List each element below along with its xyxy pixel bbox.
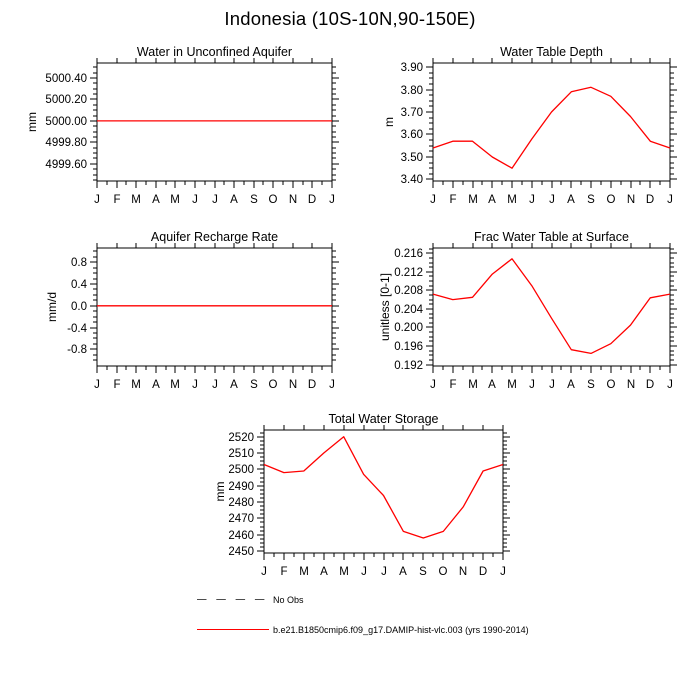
y-tick-label: 2460 [228,530,254,542]
x-tick-label: J [94,194,100,206]
y-axis-label: unitless [0-1] [378,272,392,342]
legend-label-model-run: b.e21.B1850cmip6.f09_g17.DAMIP-hist-vlc.003 (yrs 1990-2014) [273,624,529,635]
y-axis-label: mm/d [45,292,59,322]
y-tick-label: 0.200 [394,322,423,334]
x-tick-label: A [399,566,407,578]
panel-aquifer-recharge-rate [45,230,339,391]
x-tick-label: A [152,379,160,391]
y-tick-label: -0.8 [67,344,87,356]
x-tick-label: J [381,566,387,578]
x-tick-label: S [587,379,595,391]
y-tick-label: 2510 [228,448,254,460]
page-title: Indonesia (10S-10N,90-150E) [224,8,476,29]
x-tick-label: O [606,379,616,391]
y-tick-label: 2500 [228,464,254,476]
x-tick-label: O [268,194,278,206]
y-tick-label: 4999.60 [45,159,87,171]
y-tick-label: 2470 [228,513,254,525]
x-tick-label: F [449,379,457,391]
series-line [264,437,503,538]
x-tick-label: M [299,566,309,578]
x-tick-label: J [192,379,198,391]
x-tick-label: D [645,194,655,206]
x-tick-label: O [606,194,616,206]
x-tick-label: O [268,379,278,391]
y-tick-label: 0.196 [394,341,423,353]
x-tick-label: O [438,566,448,578]
x-tick-label: M [170,379,180,391]
y-tick-label: 0.216 [394,248,423,260]
no-obs-dashed-line-icon [196,597,270,602]
y-tick-label: 0.192 [394,360,423,372]
x-tick-label: J [667,379,673,391]
x-tick-label: A [230,379,238,391]
x-tick-label: D [307,194,317,206]
x-tick-label: J [261,566,267,578]
panel-title: Aquifer Recharge Rate [150,230,279,244]
x-tick-label: A [152,194,160,206]
axis-frame [97,248,332,366]
series-line [433,259,670,354]
y-tick-label: 5000.20 [45,94,87,106]
legend-item-model-run [196,623,529,636]
y-tick-label: 2480 [228,497,254,509]
x-tick-label: A [567,379,575,391]
x-tick-label: J [430,194,436,206]
x-tick-label: N [458,566,468,578]
y-tick-label: 0.212 [394,267,423,279]
x-tick-label: A [320,566,328,578]
x-tick-label: M [468,194,478,206]
x-tick-label: J [667,194,673,206]
panel-total-water-storage [213,412,510,578]
x-tick-label: M [131,379,141,391]
x-tick-label: N [626,379,636,391]
y-tick-label: 3.60 [400,129,423,141]
panel-title: Total Water Storage [328,412,439,426]
x-tick-label: A [488,194,496,206]
y-tick-label: -0.4 [67,323,87,335]
panel-title: Water Table Depth [500,45,603,59]
x-tick-label: F [280,566,288,578]
x-tick-label: N [288,379,298,391]
x-tick-label: M [339,566,349,578]
y-tick-label: 3.90 [400,62,423,74]
x-tick-label: J [192,194,198,206]
x-tick-label: M [507,194,517,206]
y-tick-label: 2450 [228,546,254,558]
y-tick-label: 5000.40 [45,73,87,85]
legend-item-no-obs [196,593,304,606]
x-tick-label: M [131,194,141,206]
x-tick-label: F [113,194,121,206]
y-axis-label: mm [213,481,227,502]
x-tick-label: J [361,566,367,578]
axis-frame [264,430,503,553]
y-tick-label: 0.8 [71,257,87,269]
x-tick-label: J [329,194,335,206]
y-tick-label: 3.80 [400,85,423,97]
x-tick-label: M [507,379,517,391]
x-tick-label: J [329,379,335,391]
y-axis-label: m [382,117,396,127]
panel-title: Frac Water Table at Surface [474,230,629,244]
y-tick-label: 3.50 [400,152,423,164]
series-line [433,87,670,168]
x-tick-label: F [449,194,457,206]
panel-title: Water in Unconfined Aquifer [136,45,293,59]
x-tick-label: J [529,194,535,206]
x-tick-label: S [250,194,258,206]
x-tick-label: D [645,379,655,391]
x-tick-label: N [626,194,636,206]
x-tick-label: J [529,379,535,391]
axis-frame [433,248,670,366]
x-tick-label: S [587,194,595,206]
panel-frac-water-table-surface [378,230,677,391]
legend-label-no-obs: No Obs [273,594,304,605]
x-tick-label: N [288,194,298,206]
y-tick-label: 0.204 [394,304,423,316]
x-tick-label: S [250,379,258,391]
y-tick-label: 4999.80 [45,137,87,149]
series-solid-line-icon [196,627,270,632]
x-tick-label: A [567,194,575,206]
x-tick-label: J [94,379,100,391]
y-tick-label: 2520 [228,432,254,444]
panel-water-unconfined-aquifer [25,45,339,206]
y-tick-label: 2490 [228,481,254,493]
y-tick-label: 0.4 [71,279,87,291]
x-tick-label: M [170,194,180,206]
x-tick-label: D [478,566,488,578]
x-tick-label: J [500,566,506,578]
y-tick-label: 0.208 [394,285,423,297]
y-tick-label: 3.70 [400,107,423,119]
x-tick-label: D [307,379,317,391]
y-axis-label: mm [25,112,39,132]
x-tick-label: S [419,566,427,578]
y-tick-label: 5000.00 [45,116,87,128]
y-tick-label: 0.0 [71,301,87,313]
x-tick-label: M [468,379,478,391]
x-tick-label: A [488,379,496,391]
x-tick-label: J [549,379,555,391]
x-tick-label: J [212,379,218,391]
x-tick-label: J [212,194,218,206]
y-tick-label: 3.40 [400,174,423,186]
axis-frame [97,63,332,181]
x-tick-label: J [549,194,555,206]
panel-water-table-depth [382,45,677,206]
x-tick-label: F [113,379,121,391]
x-tick-label: A [230,194,238,206]
x-tick-label: J [430,379,436,391]
